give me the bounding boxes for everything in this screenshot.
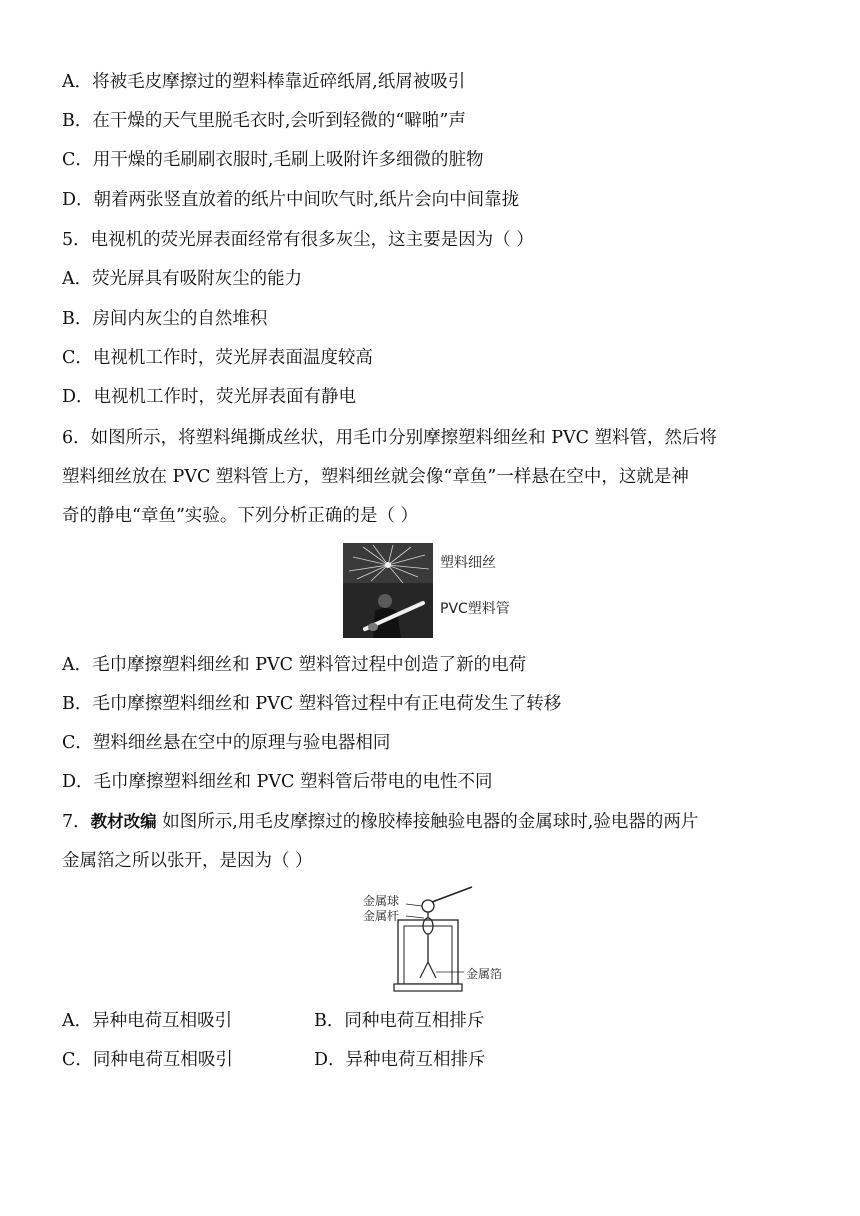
q5-stem: 5．电视机的荧光屏表面经常有很多灰尘，这主要是因为（ ）: [62, 230, 534, 250]
q6-option-b: B．毛巾摩擦塑料细丝和 PVC 塑料管过程中有正电荷发生了转移: [62, 694, 562, 714]
q4-option-b: B．在干燥的天气里脱毛衣时,会听到轻微的“噼啪”声: [62, 111, 466, 131]
q5-option-b: B．房间内灰尘的自然堆积: [62, 309, 268, 329]
q6-option-c: C．塑料细丝悬在空中的原理与验电器相同: [62, 733, 391, 753]
q6-stem-line2: 塑料细丝放在 PVC 塑料管上方，塑料细丝就会像“章鱼”一样悬在空中，这就是神: [62, 467, 689, 487]
static-octopus-illustration: [343, 543, 433, 638]
figure-label-pvc-tube: PVC塑料管: [440, 601, 510, 617]
figure-label-plastic-strands: 塑料细丝: [440, 555, 496, 571]
q7-stem-line2: 金属箔之所以张开，是因为（ ）: [62, 851, 313, 871]
figure-label-metal-ball: 金属球: [363, 894, 400, 908]
figure-label-metal-rod: 金属杆: [363, 909, 400, 923]
static-octopus-photo: [343, 543, 433, 638]
q5-option-c: C．电视机工作时，荧光屏表面温度较高: [62, 348, 373, 368]
q4-option-c: C．用干燥的毛刷刷衣服时,毛刷上吸附许多细微的脏物: [62, 150, 484, 170]
q7-source-tag: 教材改编: [90, 812, 157, 831]
q7-stem-line1: [62, 810, 698, 834]
q4-option-a: A．将被毛皮摩擦过的塑料棒靠近碎纸屑,纸屑被吸引: [62, 72, 466, 92]
figure-label-metal-foil: 金属箔: [466, 967, 503, 981]
q7-stem-text: 如图所示,用毛皮摩擦过的橡胶棒接触验电器的金属球时,验电器的两片: [156, 812, 699, 832]
q6-stem-line3: 奇的静电“章鱼”实验。下列分析正确的是（ ）: [62, 506, 418, 526]
q6-option-d: D．毛巾摩擦塑料细丝和 PVC 塑料管后带电的电性不同: [62, 772, 493, 792]
q5-option-d: D．电视机工作时，荧光屏表面有静电: [62, 387, 357, 407]
q7-number: 7．: [62, 812, 91, 832]
q7-option-b: B．同种电荷互相排斥: [314, 1011, 485, 1031]
q7-option-d: D．异种电荷互相排斥: [314, 1050, 486, 1070]
q6-stem-line1: 6．如图所示，将塑料绳撕成丝状，用毛巾分别摩擦塑料细丝和 PVC 塑料管，然后将: [62, 428, 718, 448]
q6-option-a: A．毛巾摩擦塑料细丝和 PVC 塑料管过程中创造了新的电荷: [62, 655, 527, 675]
q7-option-c: C．同种电荷互相吸引: [62, 1050, 233, 1070]
q7-option-a: A．异种电荷互相吸引: [62, 1011, 233, 1031]
q5-option-a: A．荧光屏具有吸附灰尘的能力: [62, 269, 303, 289]
q4-option-d: D．朝着两张竖直放着的纸片中间吹气时,纸片会向中间靠拢: [62, 190, 520, 210]
